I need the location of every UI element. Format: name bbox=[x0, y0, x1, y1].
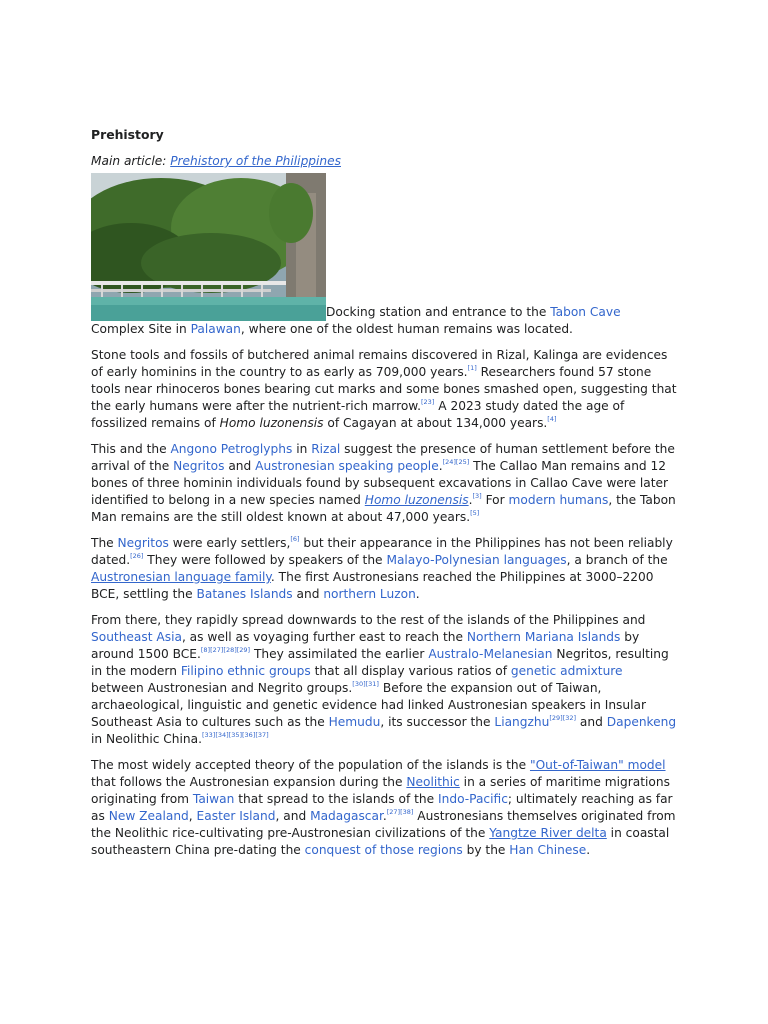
text-run: that all display various ratios of bbox=[310, 664, 511, 678]
paragraph bbox=[91, 612, 677, 748]
text-run: that spread to the islands of the bbox=[234, 792, 439, 806]
text-run: This and the bbox=[91, 442, 171, 456]
citation-link[interactable]: [24][25] bbox=[442, 458, 470, 466]
citation-link[interactable]: [6] bbox=[290, 535, 300, 543]
text-run: , bbox=[188, 809, 197, 823]
citation[interactable] bbox=[202, 731, 269, 739]
article-link[interactable]: northern Luzon bbox=[323, 587, 416, 601]
article-link[interactable]: Madagascar bbox=[310, 809, 383, 823]
text-run: by around 1500 BCE. bbox=[91, 630, 640, 661]
figure bbox=[91, 173, 677, 338]
text-run: , its successor the bbox=[380, 715, 495, 729]
article-link[interactable]: genetic admixture bbox=[510, 664, 623, 678]
citation-link[interactable]: [1] bbox=[467, 364, 477, 372]
text-run: , and bbox=[275, 809, 311, 823]
citation[interactable] bbox=[549, 714, 576, 722]
article-link[interactable]: Rizal bbox=[311, 442, 341, 456]
citation-link[interactable]: [29][32] bbox=[549, 714, 577, 722]
paragraph bbox=[91, 535, 677, 603]
text-run: between Austronesian and Negrito groups. bbox=[91, 681, 353, 695]
article-link[interactable]: Austronesian speaking people bbox=[255, 459, 439, 473]
article-link[interactable]: Neolithic bbox=[406, 775, 460, 789]
article-link[interactable]: Negritos bbox=[117, 536, 169, 550]
article-link[interactable]: Southeast Asia bbox=[91, 630, 182, 644]
text-run: in Neolithic China. bbox=[91, 732, 202, 746]
text-run: and bbox=[292, 587, 324, 601]
citation[interactable] bbox=[547, 415, 556, 423]
citation-link[interactable]: [8][27][28][29] bbox=[200, 646, 251, 654]
citation-link[interactable]: [30][31] bbox=[352, 680, 379, 688]
article-link[interactable]: Palawan bbox=[190, 322, 241, 336]
text-run: They assimilated the earlier bbox=[250, 647, 429, 661]
citation-link[interactable]: [4] bbox=[547, 415, 557, 423]
text-run: in bbox=[292, 442, 312, 456]
hatnote bbox=[91, 152, 677, 170]
text-run: . bbox=[438, 459, 443, 473]
text-run: and bbox=[576, 715, 607, 729]
text-run: Complex Site in bbox=[91, 322, 191, 336]
italic-text: Homo luzonensis bbox=[219, 416, 324, 430]
citation[interactable] bbox=[470, 509, 479, 517]
text-run: suggest the presence of human settlement before the arrival of the bbox=[91, 442, 675, 473]
text-run: , the Tabon Man remains are the still oldest known at about 47,000 years. bbox=[91, 493, 676, 524]
text-run: . The first Austronesians reached the Philippines at 3000–2200 BCE, settling the bbox=[91, 570, 654, 601]
text-run: Austronesians themselves originated from the Neolithic rice-cultivating pre-Austronesian civilizations of the bbox=[91, 809, 676, 840]
hatnote-prefix: Main article: bbox=[91, 154, 171, 168]
text-run: in coastal southeastern China pre-dating the bbox=[91, 826, 670, 857]
article-link[interactable]: Liangzhu bbox=[494, 715, 550, 729]
article-link[interactable]: Northern Mariana Islands bbox=[466, 630, 621, 644]
citation[interactable] bbox=[421, 398, 434, 406]
text-run: . bbox=[586, 843, 591, 857]
article-link[interactable]: Homo luzonensis bbox=[364, 493, 469, 507]
text-run: that follows the Austronesian expansion during the bbox=[91, 775, 407, 789]
text-run: Before the expansion out of Taiwan, archaeological, linguistic and genetic evidence had linked Austronesian speakers in Insular Southeast Asia to cultures such as the bbox=[91, 681, 646, 729]
article-link[interactable]: Malayo-Polynesian languages bbox=[386, 553, 567, 567]
text-run: in a series of maritime migrations originating from bbox=[91, 775, 670, 806]
citation[interactable] bbox=[468, 364, 477, 372]
text-run: were early settlers, bbox=[168, 536, 291, 550]
text-run: and bbox=[224, 459, 256, 473]
article-link[interactable]: Angono Petroglyphs bbox=[170, 442, 293, 456]
article-link[interactable]: Han Chinese bbox=[509, 843, 587, 857]
article-link[interactable]: Taiwan bbox=[192, 792, 235, 806]
text-run: . bbox=[468, 493, 473, 507]
text-run: Stone tools and fossils of butchered animal remains discovered in Rizal, Kalinga are evidences of early hominins in the country to as early as 709,000 years. bbox=[91, 348, 668, 379]
citation[interactable] bbox=[290, 535, 299, 543]
text-run: by the bbox=[462, 843, 510, 857]
text-run: A 2023 study dated the age of fossilized remains of bbox=[91, 399, 625, 430]
article-link[interactable]: modern humans bbox=[508, 493, 609, 507]
citation[interactable] bbox=[472, 492, 481, 500]
text-run: , as well as voyaging further east to reach the bbox=[181, 630, 467, 644]
article-link[interactable]: Austronesian language family bbox=[91, 570, 271, 584]
text-run: . bbox=[382, 809, 387, 823]
text-run: Researchers found 57 stone tools near rhinoceros bones bearing cut marks and some bones smashed open, suggesting that the early humans were after the nutrient-rich marrow. bbox=[91, 365, 677, 413]
paragraph bbox=[91, 347, 677, 432]
article-link[interactable]: Indo-Pacific bbox=[438, 792, 508, 806]
cave-photo-icon[interactable] bbox=[91, 173, 326, 321]
citation[interactable] bbox=[387, 808, 414, 816]
citation[interactable] bbox=[130, 552, 143, 560]
article-link[interactable]: Tabon Cave bbox=[550, 305, 621, 319]
section-heading: Prehistory bbox=[91, 127, 164, 142]
citation-link[interactable]: [23] bbox=[421, 398, 435, 406]
text-run: , where one of the oldest human remains was located. bbox=[240, 322, 573, 336]
citation-link[interactable]: [33][34][35][36][37] bbox=[201, 731, 269, 739]
article-link[interactable]: "Out-of-Taiwan" model bbox=[529, 758, 666, 772]
article-link[interactable]: New Zealand bbox=[108, 809, 189, 823]
article-section bbox=[91, 126, 677, 868]
text-run: The Callao Man remains and 12 bones of three hominin individuals found by subsequent excavations in Callao Cave were later identified to belong in a new species named bbox=[91, 459, 669, 507]
citation[interactable] bbox=[352, 680, 379, 688]
text-run: From there, they rapidly spread downwards to the rest of the islands of the Philippines and bbox=[91, 613, 646, 627]
article-link[interactable]: Yangtze River delta bbox=[489, 826, 607, 840]
article-link[interactable]: Dapenkeng bbox=[606, 715, 677, 729]
text-run: Negritos, resulting in the modern bbox=[91, 647, 669, 678]
text-run: Docking station and entrance to the bbox=[326, 305, 551, 319]
citation[interactable] bbox=[201, 646, 250, 654]
text-run: , a branch of the bbox=[566, 553, 668, 567]
citation-link[interactable]: [5] bbox=[470, 509, 480, 517]
main-article-link[interactable]: Prehistory of the Philippines bbox=[170, 154, 341, 168]
article-link[interactable]: Filipino ethnic groups bbox=[180, 664, 311, 678]
text-run: For bbox=[481, 493, 509, 507]
text-run: . bbox=[415, 587, 420, 601]
article-link[interactable]: Hemudu bbox=[328, 715, 381, 729]
text-run: ; ultimately reaching as far as bbox=[91, 792, 673, 823]
article-link[interactable]: Batanes Islands bbox=[196, 587, 293, 601]
citation-link[interactable]: [27][38] bbox=[386, 808, 414, 816]
citation[interactable] bbox=[443, 458, 470, 466]
article-link[interactable]: Negritos bbox=[173, 459, 225, 473]
citation-link[interactable]: [3] bbox=[472, 492, 482, 500]
citation-link[interactable]: [26] bbox=[130, 552, 144, 560]
paragraph bbox=[91, 441, 677, 526]
text-run: of Cagayan at about 134,000 years. bbox=[323, 416, 548, 430]
article-link[interactable]: Easter Island bbox=[196, 809, 276, 823]
paragraph bbox=[91, 757, 677, 859]
article-link[interactable]: conquest of those regions bbox=[304, 843, 463, 857]
text-run: The most widely accepted theory of the population of the islands is the bbox=[91, 758, 530, 772]
text-run: They were followed by speakers of the bbox=[143, 553, 387, 567]
text-run: The bbox=[91, 536, 118, 550]
article-link[interactable]: Australo-Melanesian bbox=[428, 647, 553, 661]
text-run: but their appearance in the Philippines has not been reliably dated. bbox=[91, 536, 673, 567]
